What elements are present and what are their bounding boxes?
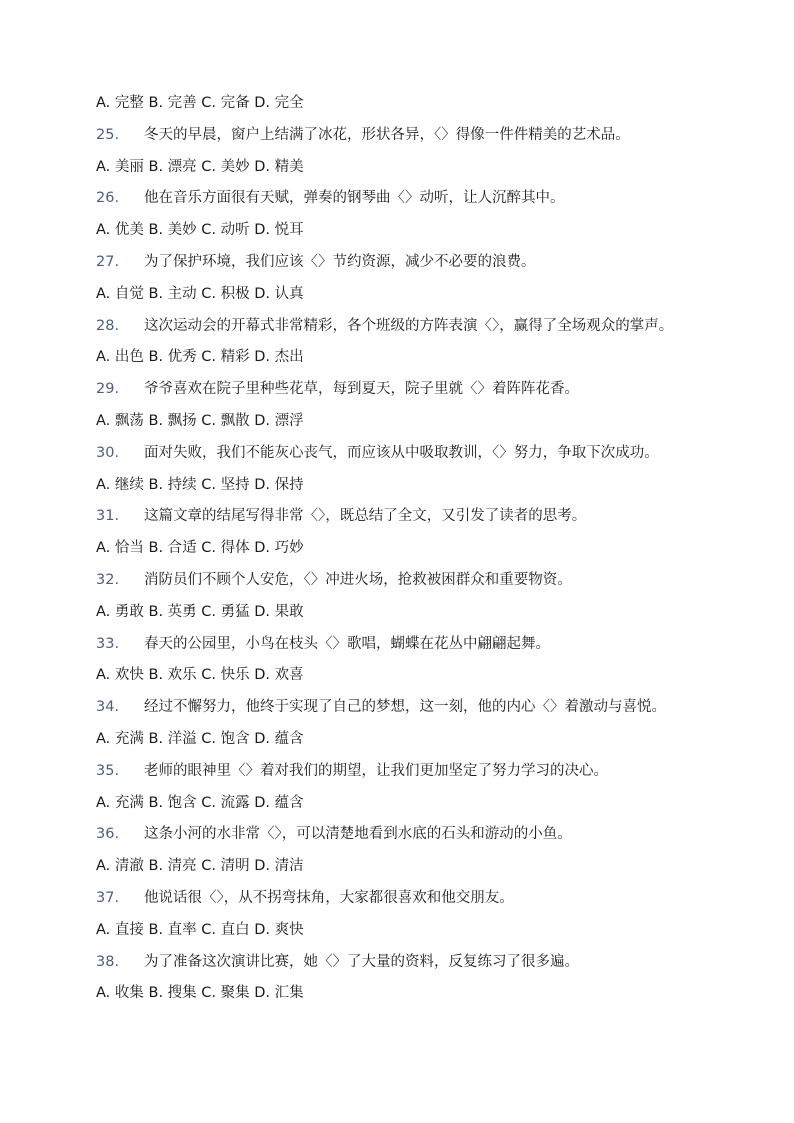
options-line-38: A. 收集 B. 搜集 C. 聚集 D. 汇集 (96, 985, 304, 1002)
options-line-24: A. 完整 B. 完善 C. 完备 D. 完全 (96, 95, 304, 111)
question-number: 37. (96, 889, 120, 906)
question-25 (96, 123, 716, 155)
question-number: 32. (96, 571, 120, 588)
question-35 (96, 759, 716, 791)
question-26 (96, 186, 716, 218)
options-line-29: A. 飘荡 B. 飘扬 C. 飘散 D. 漂浮 (96, 412, 304, 429)
question-36 (96, 822, 716, 854)
question-text: 为了准备这次演讲比赛，她〈〉了大量的资料，反复练习了很多遍。 (144, 953, 579, 970)
question-number: 34. (96, 699, 120, 716)
question-number: 36. (96, 826, 120, 843)
options-line-37: A. 直接 B. 直率 C. 直白 D. 爽快 (96, 921, 304, 938)
question-number: 25. (96, 126, 120, 143)
question-text: 为了保护环境，我们应该〈〉节约资源，减少不必要的浪费。 (144, 253, 536, 270)
question-text: 这篇文章的结尾写得非常〈〉，既总结了全文，又引发了读者的思考。 (144, 508, 587, 525)
question-number: 31. (96, 508, 120, 525)
question-text: 这条小河的水非常〈〉，可以清楚地看到水底的石头和游动的小鱼。 (144, 826, 572, 843)
question-number: 35. (96, 762, 120, 779)
question-text: 冬天的早晨，窗户上结满了冰花，形状各异，〈〉得像一件件精美的艺术品。 (144, 126, 630, 143)
question-text: 爷爷喜欢在院子里种些花草，每到夏天，院子里就〈〉着阵阵花香。 (144, 381, 579, 398)
options-line-25: A. 美丽 B. 漂亮 C. 美妙 D. 精美 (96, 158, 304, 175)
question-33 (96, 632, 716, 664)
options-line-35: A. 充满 B. 饱含 C. 流露 D. 蕴含 (96, 794, 304, 811)
question-number: 27. (96, 253, 120, 270)
question-34 (96, 695, 716, 727)
question-38 (96, 950, 716, 982)
question-text: 老师的眼神里〈〉着对我们的期望，让我们更加坚定了努力学习的决心。 (144, 762, 608, 779)
question-text: 面对失败，我们不能灰心丧气，而应该从中吸取教训，〈〉努力，争取下次成功。 (144, 444, 659, 461)
options-line-31: A. 恰当 B. 合适 C. 得体 D. 巧妙 (96, 540, 304, 557)
question-text: 经过不懈努力，他终于实现了自己的梦想，这一刻，他的内心〈〉着激动与喜悦。 (144, 699, 666, 716)
question-text: 消防员们不顾个人安危，〈〉冲进火场，抢救被困群众和重要物资。 (144, 571, 572, 588)
options-line-32: A. 勇敢 B. 英勇 C. 勇猛 D. 果敢 (96, 603, 304, 620)
question-number: 33. (96, 635, 120, 652)
question-text: 他说话很〈〉，从不拐弯抹角，大家都很喜欢和他交朋友。 (144, 889, 514, 906)
options-line-27: A. 自觉 B. 主动 C. 积极 D. 认真 (96, 285, 304, 302)
options-line-34: A. 充满 B. 洋溢 C. 饱含 D. 蕴含 (96, 730, 304, 747)
options-line-33: A. 欢快 B. 欢乐 C. 快乐 D. 欢喜 (96, 667, 304, 684)
question-number: 28. (96, 317, 120, 334)
options-line-28: A. 出色 B. 优秀 C. 精彩 D. 杰出 (96, 349, 304, 366)
options-line-26: A. 优美 B. 美妙 C. 动听 D. 悦耳 (96, 222, 304, 239)
question-number: 26. (96, 190, 120, 207)
question-list (96, 91, 716, 1013)
question-text: 这次运动会的开幕式非常精彩，各个班级的方阵表演〈〉，赢得了全场观众的掌声。 (144, 317, 674, 334)
question-number: 29. (96, 381, 120, 398)
question-37 (96, 886, 716, 918)
question-30 (96, 441, 716, 473)
question-29 (96, 377, 716, 409)
question-number: 30. (96, 444, 120, 461)
options-line-36: A. 清澈 B. 清亮 C. 清明 D. 清洁 (96, 858, 304, 875)
question-31 (96, 504, 716, 536)
question-27 (96, 250, 716, 282)
question-number: 38. (96, 953, 120, 970)
question-28 (96, 314, 716, 346)
options-line-30: A. 继续 B. 持续 C. 坚持 D. 保持 (96, 476, 304, 493)
question-text: 他在音乐方面很有天赋，弹奏的钢琴曲〈〉动听，让人沉醉其中。 (144, 190, 565, 207)
question-32 (96, 568, 716, 600)
question-text: 春天的公园里，小鸟在枝头〈〉歌唱，蝴蝶在花丛中翩翩起舞。 (144, 635, 550, 652)
